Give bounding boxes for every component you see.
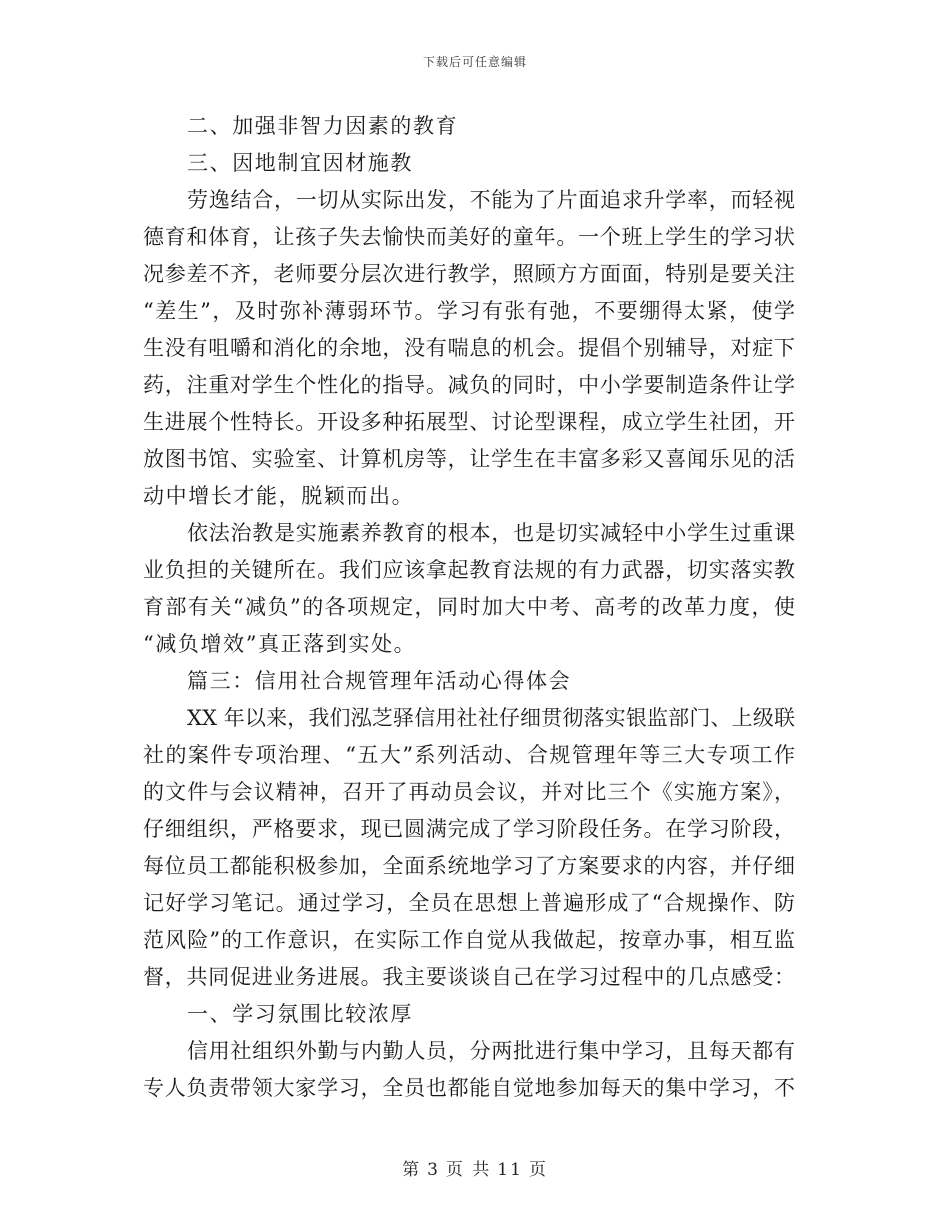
text-line: 生进展个性特长。开设多种拓展型、讨论型课程，成立学生社团，开 (143, 410, 795, 434)
text-line: 依法治教是实施素养教育的根本，也是切实减轻中小学生过重课 (187, 521, 795, 545)
text-line: 德育和体育，让孩子失去愉快而美好的童年。一个班上学生的学习状 (143, 225, 795, 249)
footer-prefix: 第 (402, 1160, 422, 1180)
text-line: 业负担的关键所在。我们应该拿起教育法规的有力武器，切实落实教 (143, 558, 795, 582)
text-line: 育部有关“减负”的各项规定，同时加大中考、高考的改革力度，使 (143, 595, 795, 619)
text-line: 督，共同促进业务进展。我主要谈谈自己在学习过程中的几点感受： (143, 965, 795, 989)
text-line: 况参差不齐，老师要分层次进行教学，照顾方方面面，特别是要关注 (143, 262, 795, 286)
text-line: 仔细组织，严格要求，现已圆满完成了学习阶段任务。在学习阶段， (143, 817, 795, 841)
footer-total-pages: 11 (497, 1160, 523, 1180)
text-line: XX 年以来，我们泓芝驿信用社社仔细贯彻落实银监部门、上级联 (187, 706, 795, 730)
text-line: 劳逸结合，一切从实际出发，不能为了片面追求升学率，而轻视 (187, 188, 795, 212)
text-line: 生没有咀嚼和消化的余地，没有喘息的机会。提倡个别辅导，对症下 (143, 336, 795, 360)
page-header: 下载后可任意编辑 (422, 55, 527, 69)
text-line: 的文件与会议精神，召开了再动员会议，并对比三个《实施方案》， (143, 780, 795, 804)
text-line: 专人负责带领大家学习，全员也都能自觉地参加每天的集中学习，不 (143, 1076, 795, 1100)
document-body (143, 108, 795, 1107)
text-line: 记好学习笔记。通过学习，全员在思想上普遍形成了“合规操作、防 (143, 891, 795, 915)
page-footer (0, 1155, 950, 1180)
text-line: 放图书馆、实验室、计算机房等，让学生在丰富多彩又喜闻乐见的活 (143, 447, 795, 471)
footer-suffix: 页 (528, 1160, 548, 1180)
text-line: “减负增效”真正落到实处。 (143, 632, 417, 656)
text-line: 社的案件专项治理、“五大”系列活动、合规管理年等三大专项工作 (143, 743, 795, 767)
text-line: 每位员工都能积极参加，全面系统地学习了方案要求的内容，并仔细 (143, 854, 795, 878)
footer-middle: 页 共 (445, 1160, 492, 1180)
text-line: 药，注重对学生个性化的指导。减负的同时，中小学要制造条件让学 (143, 373, 795, 397)
text-line: 信用社组织外勤与内勤人员，分两批进行集中学习，且每天都有 (187, 1039, 795, 1063)
footer-page-number: 3 (427, 1160, 440, 1180)
text-line: “差生”，及时弥补薄弱环节。学习有张有弛，不要绷得太紧，使学 (143, 299, 795, 323)
text-line: 二、加强非智力因素的教育 (187, 114, 459, 138)
text-line: 三、因地制宜因材施教 (187, 151, 413, 175)
text-line: 动中增长才能，脱颖而出。 (143, 484, 415, 508)
text-line: 范风险”的工作意识，在实际工作自觉从我做起，按章办事，相互监 (143, 928, 795, 952)
text-line: 篇三：信用社合规管理年活动心得体会 (187, 669, 572, 693)
text-line: 一、学习氛围比较浓厚 (187, 1002, 413, 1026)
